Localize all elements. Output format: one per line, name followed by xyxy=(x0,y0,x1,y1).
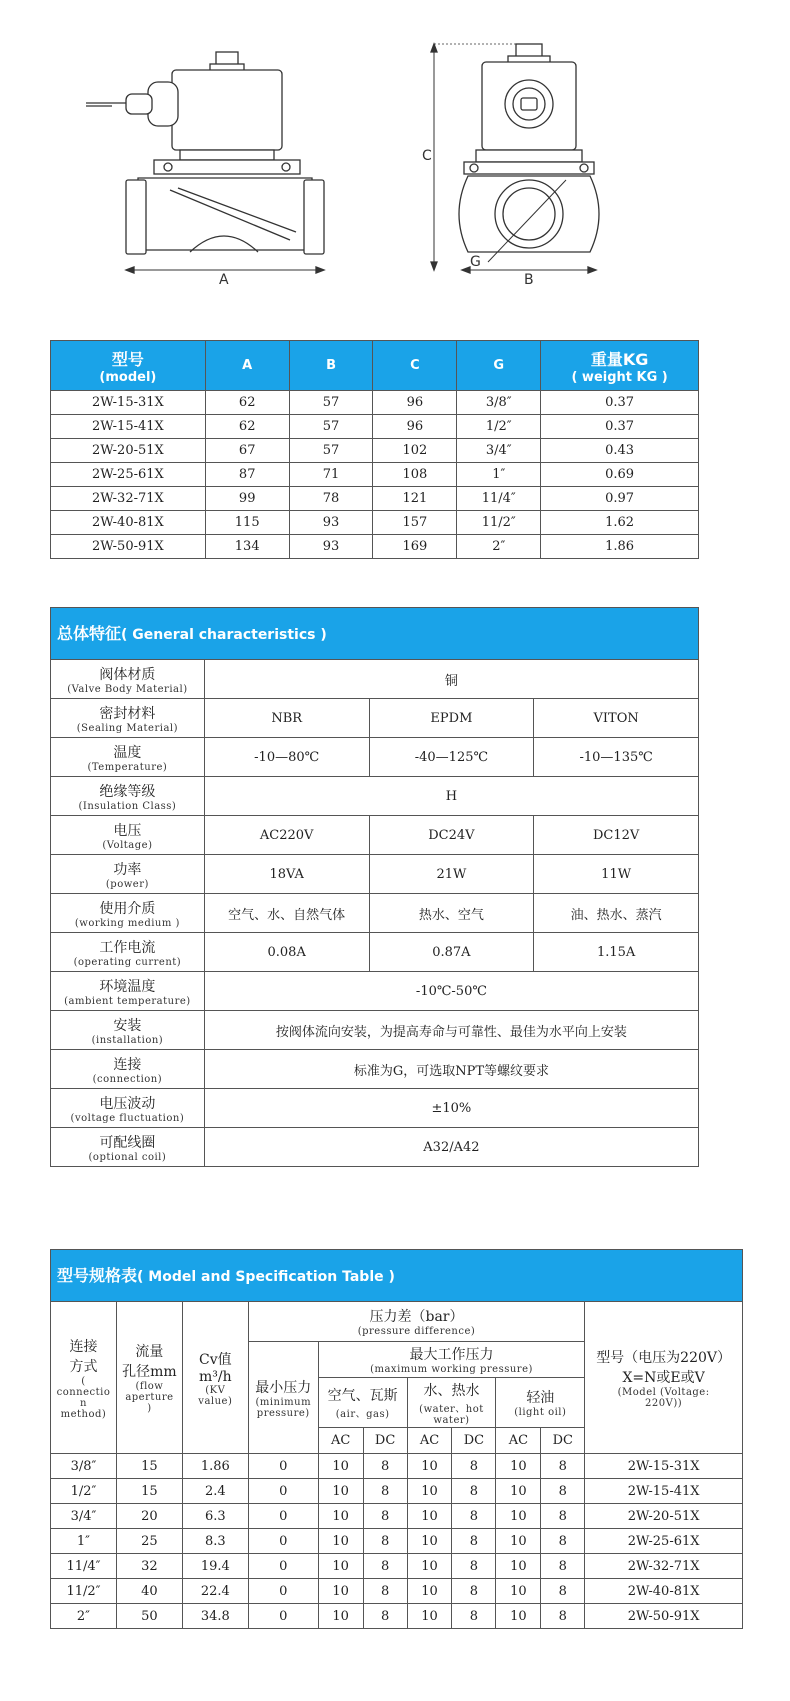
dims-cell: 62 xyxy=(205,415,289,439)
left-valve-body xyxy=(138,178,312,250)
spec-cell: 10 xyxy=(318,1454,363,1479)
general-value: DC12V xyxy=(534,816,699,855)
label-cn: 电压波动 xyxy=(99,1095,156,1112)
spec-cell: 2W-50-91X xyxy=(585,1604,743,1629)
general-label xyxy=(51,933,205,972)
general-value: H xyxy=(204,777,698,816)
spec-cell: 15 xyxy=(116,1454,182,1479)
dims-cell: 108 xyxy=(373,463,457,487)
header-weight-cn: 重量KG xyxy=(590,349,649,369)
general-value: -40—125℃ xyxy=(369,738,534,777)
header-line: (KV xyxy=(205,1384,226,1396)
label-en: (operating current) xyxy=(73,956,182,968)
dims-cell: 78 xyxy=(289,487,373,511)
spec-cell: 10 xyxy=(407,1454,452,1479)
dimension-label-g: G xyxy=(470,254,481,270)
header-line: (minimum xyxy=(255,1396,312,1408)
spec-row xyxy=(51,1579,743,1604)
spec-cell: 8 xyxy=(541,1529,585,1554)
dims-cell: 0.43 xyxy=(541,439,699,463)
general-value: 热水、空气 xyxy=(369,894,534,933)
spec-title-en: ( Model and Specification Table ) xyxy=(137,1269,395,1285)
header-line: connectio xyxy=(56,1386,111,1398)
spec-section-title xyxy=(50,1249,743,1301)
dims-cell: 2W-20-51X xyxy=(51,439,206,463)
dims-cell: 0.69 xyxy=(541,463,699,487)
spec-cell: 0 xyxy=(248,1479,318,1504)
general-row xyxy=(51,660,699,699)
spec-cell: 1″ xyxy=(51,1529,117,1554)
general-row xyxy=(51,699,699,738)
spec-cell: 2W-15-41X xyxy=(585,1479,743,1504)
header-line: 型号（电压为220V） xyxy=(596,1349,732,1366)
spec-cell: 8 xyxy=(452,1579,496,1604)
spec-cell: 0 xyxy=(248,1554,318,1579)
spec-cell: 0 xyxy=(248,1504,318,1529)
label-cn: 绝缘等级 xyxy=(99,783,156,800)
general-value: EPDM xyxy=(369,699,534,738)
header-air-gas xyxy=(318,1378,407,1428)
general-title-en: ( General characteristics ) xyxy=(121,627,327,643)
spec-cell: 8 xyxy=(452,1479,496,1504)
general-value: 11W xyxy=(534,855,699,894)
dims-cell: 1/2″ xyxy=(457,415,541,439)
general-value: 标准为G，可选取NPT等螺纹要求 xyxy=(204,1050,698,1089)
spec-cell: 6.3 xyxy=(182,1504,248,1529)
spec-row xyxy=(51,1529,743,1554)
dims-cell: 62 xyxy=(205,391,289,415)
left-coil-housing xyxy=(172,70,282,150)
spec-cell: 0 xyxy=(248,1579,318,1604)
header-line: pressure) xyxy=(256,1407,310,1419)
general-value: -10—80℃ xyxy=(204,738,369,777)
dims-cell: 2W-40-81X xyxy=(51,511,206,535)
header-pressure-difference xyxy=(248,1302,584,1342)
spec-cell: 10 xyxy=(496,1554,541,1579)
spec-cell: 0 xyxy=(248,1454,318,1479)
dimensions-table xyxy=(50,340,699,559)
spec-cell: 10 xyxy=(318,1579,363,1604)
label-cn: 安装 xyxy=(113,1017,142,1034)
spec-cell: 2.4 xyxy=(182,1479,248,1504)
spec-cell: 8 xyxy=(452,1604,496,1629)
label-cn: 功率 xyxy=(113,861,142,878)
dims-cell: 1.86 xyxy=(541,535,699,559)
dimension-label-c: C xyxy=(422,148,432,164)
spec-cell: 8 xyxy=(452,1529,496,1554)
general-characteristics-table xyxy=(50,659,699,1167)
general-label xyxy=(51,1050,205,1089)
spec-cell: 10 xyxy=(496,1479,541,1504)
max-cn: 最大工作压力 xyxy=(409,1347,494,1363)
general-label xyxy=(51,894,205,933)
spec-cell: 10 xyxy=(407,1529,452,1554)
spec-cell: 19.4 xyxy=(182,1554,248,1579)
spec-row xyxy=(51,1504,743,1529)
general-label xyxy=(51,699,205,738)
spec-cell: 2″ xyxy=(51,1604,117,1629)
header-model xyxy=(51,341,206,391)
spec-cell: 50 xyxy=(116,1604,182,1629)
general-value: -10—135℃ xyxy=(534,738,699,777)
left-bonnet-flange xyxy=(154,160,300,174)
spec-cell: 8 xyxy=(452,1504,496,1529)
header-line: aperture xyxy=(125,1392,174,1403)
acdc-header: DC xyxy=(363,1428,407,1454)
general-value: 油、热水、蒸汽 xyxy=(534,894,699,933)
general-label xyxy=(51,972,205,1011)
spec-cell: 10 xyxy=(407,1554,452,1579)
general-value: VITON xyxy=(534,699,699,738)
label-en: (Insulation Class) xyxy=(78,800,177,812)
spec-cell: 8 xyxy=(541,1454,585,1479)
header-line: 水、热水 xyxy=(423,1382,480,1399)
general-value: 空气、水、自然气体 xyxy=(204,894,369,933)
dims-header-row xyxy=(51,341,699,391)
right-bonnet-flange xyxy=(464,162,594,174)
header-line: 空气、瓦斯 xyxy=(327,1388,398,1404)
general-value: DC24V xyxy=(369,816,534,855)
dims-cell: 71 xyxy=(289,463,373,487)
header-min-pressure xyxy=(248,1342,318,1454)
spec-cell: 8 xyxy=(363,1454,407,1479)
general-label xyxy=(51,855,205,894)
spec-cell: 10 xyxy=(496,1579,541,1604)
spec-cell: 10 xyxy=(496,1529,541,1554)
dims-cell: 115 xyxy=(205,511,289,535)
dims-cell: 2″ xyxy=(457,535,541,559)
header-line: (air、gas) xyxy=(335,1409,390,1420)
header-line: 流量 xyxy=(135,1344,164,1360)
dims-cell: 2W-50-91X xyxy=(51,535,206,559)
general-label xyxy=(51,738,205,777)
header-line: 孔径mm xyxy=(122,1364,177,1380)
max-en: (maximum working pressure) xyxy=(370,1364,533,1375)
header-line: ) xyxy=(147,1403,152,1414)
dims-cell: 0.97 xyxy=(541,487,699,511)
spec-cell: 10 xyxy=(318,1604,363,1629)
label-en: (connection) xyxy=(92,1073,163,1085)
spec-cell: 10 xyxy=(496,1454,541,1479)
spec-cell: 8 xyxy=(363,1579,407,1604)
label-en: (ambient temperature) xyxy=(64,995,191,1007)
general-row xyxy=(51,1128,699,1167)
spec-cell: 2W-25-61X xyxy=(585,1529,743,1554)
general-value: NBR xyxy=(204,699,369,738)
spec-cell: 8 xyxy=(363,1529,407,1554)
spec-row xyxy=(51,1479,743,1504)
spec-cell: 11/2″ xyxy=(51,1579,117,1604)
header-model-en: (model) xyxy=(99,369,157,385)
label-en: (working medium ) xyxy=(74,917,180,929)
spec-cell: 8 xyxy=(541,1504,585,1529)
dims-row xyxy=(51,535,699,559)
spec-cell: 8 xyxy=(541,1479,585,1504)
dimension-label-b: B xyxy=(524,272,534,288)
label-en: (Temperature) xyxy=(87,761,168,773)
header-line: 最小压力 xyxy=(255,1379,312,1396)
general-row xyxy=(51,1089,699,1128)
dims-cell: 1.62 xyxy=(541,511,699,535)
label-cn: 电压 xyxy=(113,822,142,839)
spec-cell: 10 xyxy=(496,1504,541,1529)
spec-row xyxy=(51,1454,743,1479)
dims-cell: 11/2″ xyxy=(457,511,541,535)
header-line: n xyxy=(80,1397,87,1409)
spec-cell: 10 xyxy=(407,1479,452,1504)
general-row xyxy=(51,816,699,855)
header-a: A xyxy=(205,341,289,391)
general-row xyxy=(51,855,699,894)
spec-cell: 8.3 xyxy=(182,1529,248,1554)
header-line: method) xyxy=(60,1408,107,1420)
dims-cell: 2W-15-31X xyxy=(51,391,206,415)
header-c: C xyxy=(373,341,457,391)
spec-cell: 22.4 xyxy=(182,1579,248,1604)
label-en: (voltage fluctuation) xyxy=(70,1112,185,1124)
spec-cell: 8 xyxy=(452,1554,496,1579)
label-en: (power) xyxy=(105,878,149,890)
spec-cell: 3/8″ xyxy=(51,1454,117,1479)
header-b: B xyxy=(289,341,373,391)
dims-cell: 87 xyxy=(205,463,289,487)
dims-cell: 57 xyxy=(289,439,373,463)
general-value: 0.87A xyxy=(369,933,534,972)
acdc-header: DC xyxy=(452,1428,496,1454)
dims-cell: 102 xyxy=(373,439,457,463)
header-line: (light oil) xyxy=(514,1407,567,1418)
dims-row xyxy=(51,391,699,415)
label-en: (installation) xyxy=(91,1034,164,1046)
spec-cell: 8 xyxy=(541,1604,585,1629)
general-title-cn: 总体特征 xyxy=(57,624,122,643)
general-label xyxy=(51,816,205,855)
acdc-header: DC xyxy=(541,1428,585,1454)
dims-cell: 67 xyxy=(205,439,289,463)
general-value: 铜 xyxy=(204,660,698,699)
header-connection-method xyxy=(51,1302,117,1454)
spec-cell: 10 xyxy=(318,1554,363,1579)
spec-cell: 10 xyxy=(318,1504,363,1529)
spec-cell: 8 xyxy=(363,1479,407,1504)
header-flow-aperture xyxy=(116,1302,182,1454)
label-cn: 环境温度 xyxy=(99,978,156,995)
general-label xyxy=(51,777,205,816)
label-en: (Voltage) xyxy=(102,839,153,851)
header-line: (water、hot xyxy=(419,1403,484,1415)
label-en: (Sealing Material) xyxy=(76,722,179,734)
header-max-pressure xyxy=(318,1342,585,1378)
spec-cell: 8 xyxy=(363,1504,407,1529)
dims-row xyxy=(51,415,699,439)
dims-cell: 169 xyxy=(373,535,457,559)
dims-cell: 3/8″ xyxy=(457,391,541,415)
dims-cell: 57 xyxy=(289,415,373,439)
spec-title-cn: 型号规格表 xyxy=(57,1266,138,1285)
spec-cell: 20 xyxy=(116,1504,182,1529)
general-value: 0.08A xyxy=(204,933,369,972)
spec-cell: 8 xyxy=(541,1554,585,1579)
pressure-cn: 压力差（bar） xyxy=(369,1309,464,1325)
general-row xyxy=(51,1011,699,1050)
dims-cell: 96 xyxy=(373,415,457,439)
spec-cell: 34.8 xyxy=(182,1604,248,1629)
header-line: 连接 xyxy=(69,1338,98,1355)
label-en: (optional coil) xyxy=(88,1151,167,1163)
dims-row xyxy=(51,463,699,487)
general-value: 21W xyxy=(369,855,534,894)
general-row xyxy=(51,777,699,816)
header-line: (Model (Voltage: xyxy=(617,1386,710,1398)
general-value: 按阀体流向安装，为提高寿命与可靠性、最佳为水平向上安装 xyxy=(204,1011,698,1050)
general-value: A32/A42 xyxy=(204,1128,698,1167)
acdc-header: AC xyxy=(496,1428,541,1454)
acdc-header: AC xyxy=(407,1428,452,1454)
header-light-oil xyxy=(496,1378,585,1428)
spec-cell: 10 xyxy=(407,1604,452,1629)
spec-cell: 2W-20-51X xyxy=(585,1504,743,1529)
general-label xyxy=(51,660,205,699)
spec-cell: 15 xyxy=(116,1479,182,1504)
dims-cell: 2W-32-71X xyxy=(51,487,206,511)
dims-cell: 3/4″ xyxy=(457,439,541,463)
spec-cell: 2W-40-81X xyxy=(585,1579,743,1604)
spec-cell: 3/4″ xyxy=(51,1504,117,1529)
header-line: ( xyxy=(81,1375,86,1387)
header-weight xyxy=(541,341,699,391)
header-line: (flow xyxy=(135,1381,164,1392)
spec-cell: 10 xyxy=(407,1579,452,1604)
dims-cell: 157 xyxy=(373,511,457,535)
spec-row xyxy=(51,1604,743,1629)
header-water xyxy=(407,1378,496,1428)
dims-cell: 96 xyxy=(373,391,457,415)
spec-cell: 40 xyxy=(116,1579,182,1604)
label-cn: 连接 xyxy=(113,1056,142,1073)
header-line: 轻油 xyxy=(526,1390,555,1406)
spec-cell: 8 xyxy=(363,1554,407,1579)
spec-cell: 32 xyxy=(116,1554,182,1579)
label-cn: 可配线圈 xyxy=(99,1134,156,1151)
header-cv-value xyxy=(182,1302,248,1454)
dimension-label-a: A xyxy=(219,272,229,288)
spec-cell: 8 xyxy=(363,1604,407,1629)
spec-cell: 10 xyxy=(318,1479,363,1504)
general-row xyxy=(51,933,699,972)
spec-cell: 2W-15-31X xyxy=(585,1454,743,1479)
spec-cell: 10 xyxy=(407,1504,452,1529)
dims-cell: 93 xyxy=(289,511,373,535)
label-en: (Valve Body Material) xyxy=(67,683,188,695)
general-label xyxy=(51,1128,205,1167)
dims-row xyxy=(51,511,699,535)
header-model-voltage xyxy=(585,1302,743,1454)
general-row xyxy=(51,894,699,933)
general-row xyxy=(51,738,699,777)
dims-cell: 11/4″ xyxy=(457,487,541,511)
dims-cell: 1″ xyxy=(457,463,541,487)
dims-row xyxy=(51,439,699,463)
spec-cell: 25 xyxy=(116,1529,182,1554)
header-line: 220V)) xyxy=(645,1397,683,1409)
spec-cell: 8 xyxy=(541,1579,585,1604)
general-row xyxy=(51,972,699,1011)
dims-cell: 121 xyxy=(373,487,457,511)
label-cn: 密封材料 xyxy=(99,705,156,722)
dims-cell: 2W-25-61X xyxy=(51,463,206,487)
spec-cell: 0 xyxy=(248,1604,318,1629)
header-weight-en: ( weight KG ) xyxy=(571,369,668,385)
general-value: -10℃-50℃ xyxy=(204,972,698,1011)
header-line: m³/h xyxy=(199,1368,232,1385)
header-line: 方式 xyxy=(69,1358,98,1375)
acdc-header: AC xyxy=(318,1428,363,1454)
general-label xyxy=(51,1011,205,1050)
dims-cell: 0.37 xyxy=(541,391,699,415)
header-line: Cv值 xyxy=(199,1351,232,1368)
general-value: 1.15A xyxy=(534,933,699,972)
general-label xyxy=(51,1089,205,1128)
header-line: X=N或E或V xyxy=(622,1369,705,1386)
spec-cell: 10 xyxy=(318,1529,363,1554)
spec-cell: 8 xyxy=(452,1454,496,1479)
header-line: value) xyxy=(198,1395,233,1407)
header-model-cn: 型号 xyxy=(111,349,144,369)
spec-table xyxy=(50,1301,743,1629)
header-line: water) xyxy=(433,1414,470,1426)
header-g: G xyxy=(457,341,541,391)
dims-row xyxy=(51,487,699,511)
dims-cell: 2W-15-41X xyxy=(51,415,206,439)
dims-cell: 99 xyxy=(205,487,289,511)
label-cn: 使用介质 xyxy=(99,900,156,917)
label-cn: 工作电流 xyxy=(99,939,156,956)
general-row xyxy=(51,1050,699,1089)
label-cn: 温度 xyxy=(113,744,142,761)
general-value: ±10% xyxy=(204,1089,698,1128)
pressure-en: (pressure difference) xyxy=(357,1326,476,1337)
spec-cell: 0 xyxy=(248,1529,318,1554)
spec-cell: 2W-32-71X xyxy=(585,1554,743,1579)
dims-cell: 93 xyxy=(289,535,373,559)
dims-cell: 0.37 xyxy=(541,415,699,439)
general-value: AC220V xyxy=(204,816,369,855)
general-section-title xyxy=(50,607,699,659)
dims-cell: 57 xyxy=(289,391,373,415)
spec-cell: 1.86 xyxy=(182,1454,248,1479)
spec-cell: 11/4″ xyxy=(51,1554,117,1579)
label-cn: 阀体材质 xyxy=(99,666,156,683)
general-value: 18VA xyxy=(204,855,369,894)
dims-cell: 134 xyxy=(205,535,289,559)
valve-technical-drawing xyxy=(0,0,790,310)
spec-cell: 1/2″ xyxy=(51,1479,117,1504)
spec-row xyxy=(51,1554,743,1579)
spec-cell: 10 xyxy=(496,1604,541,1629)
